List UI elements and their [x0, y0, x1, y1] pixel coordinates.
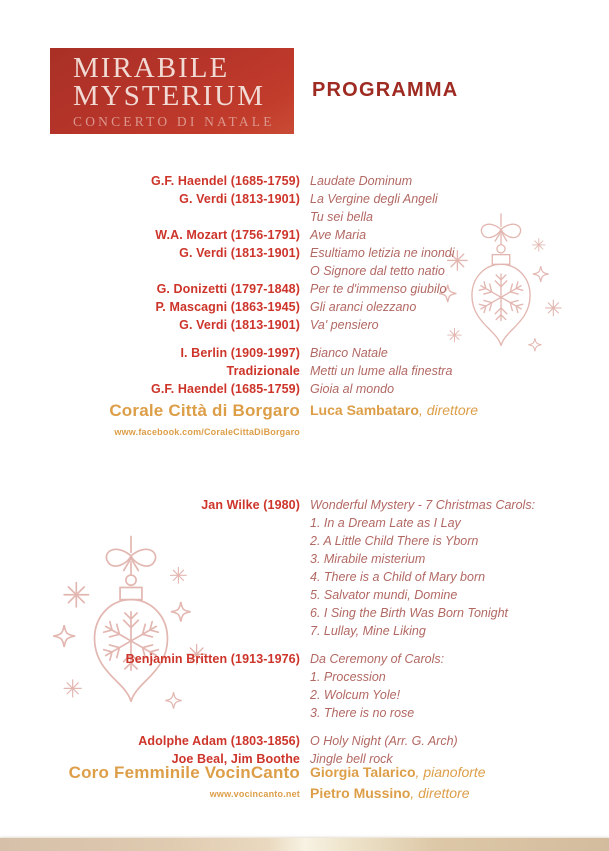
credit-person-role: , direttore	[418, 402, 479, 418]
composer-name: G.F. Haendel (1685-1759)	[151, 174, 300, 188]
composer-name: G. Verdi (1813-1901)	[179, 192, 300, 206]
page-bottom-edge	[0, 838, 609, 851]
composer-name: G.F. Haendel (1685-1759)	[151, 382, 300, 396]
piece-title: 1. In a Dream Late as I Lay	[310, 516, 461, 530]
composer-name	[0, 550, 300, 568]
program-row	[0, 190, 609, 208]
program-row	[0, 668, 609, 686]
page-title: PROGRAMMA	[312, 79, 459, 101]
composer-name: W.A. Mozart (1756-1791)	[155, 228, 300, 242]
program-row	[0, 622, 609, 640]
composer-name: G. Verdi (1813-1901)	[179, 246, 300, 260]
composer-name: Adolphe Adam (1803-1856)	[138, 734, 300, 748]
program-row	[0, 514, 609, 532]
ensemble-url: www.facebook.com/CoraleCittaDiBorgaro	[114, 427, 300, 437]
composer-name	[0, 514, 300, 532]
program-row	[0, 262, 609, 280]
piece-title: Jingle bell rock	[310, 752, 393, 766]
credit-person-role: , direttore	[410, 785, 470, 801]
program-row	[0, 604, 609, 622]
piece-title: 5. Salvator mundi, Domine	[310, 588, 458, 602]
piece-title: O Holy Night (Arr. G. Arch)	[310, 734, 458, 748]
program-row	[0, 208, 609, 226]
credit-line	[310, 783, 486, 804]
piece-title: Wonderful Mystery - 7 Christmas Carols:	[310, 498, 536, 512]
program-row	[0, 568, 609, 586]
piece-title: O Signore dal tetto natio	[310, 264, 445, 278]
credit-person-name: Luca Sambataro	[310, 402, 419, 418]
program-row	[0, 496, 609, 514]
piece-title: Ave Maria	[310, 228, 367, 242]
ensemble-url: www.vocincanto.net	[209, 789, 300, 799]
composer-name	[0, 668, 300, 686]
program-row	[0, 362, 609, 380]
composer-name: Jan Wilke (1980)	[201, 498, 300, 512]
piece-title: 4. There is a Child of Mary born	[310, 570, 486, 584]
piece-title: Gioia al mondo	[310, 382, 395, 396]
composer-name: P. Mascagni (1863-1945)	[155, 300, 300, 314]
composer-name	[0, 586, 300, 604]
program-row	[0, 380, 609, 398]
piece-title: La Vergine degli Angeli	[310, 192, 438, 206]
composer-name: I. Berlin (1909-1997)	[180, 346, 300, 360]
concert-title-line1: MIRABILE	[73, 52, 230, 84]
piece-title: 3. There is no rose	[310, 706, 415, 720]
ensemble-block-vocincanto	[0, 762, 609, 804]
credit-person-name: Pietro Mussino	[310, 785, 411, 801]
program-row	[0, 586, 609, 604]
program-row	[0, 550, 609, 568]
composer-name	[0, 532, 300, 550]
composer-name	[0, 208, 300, 226]
composer-name: Tradizionale	[226, 364, 300, 378]
program-row	[0, 316, 609, 334]
program-row	[0, 650, 609, 668]
piece-title: 6. I Sing the Birth Was Born Tonight	[310, 606, 509, 620]
program-row	[0, 298, 609, 316]
piece-title: Esultiamo letizia ne inondi	[310, 246, 455, 260]
program-row	[0, 732, 609, 750]
piece-title: Metti un lume alla finestra	[310, 364, 453, 378]
composer-name: G. Verdi (1813-1901)	[179, 318, 300, 332]
composer-name	[0, 568, 300, 586]
program-row	[0, 344, 609, 362]
composer-name: G. Donizetti (1797-1848)	[156, 282, 300, 296]
ensemble-name: Coro Femminile VocinCanto	[68, 763, 300, 782]
program-row	[0, 244, 609, 262]
piece-title: Tu sei bella	[310, 210, 373, 224]
credit-line	[310, 762, 486, 783]
concert-subtitle: CONCERTO DI NATALE	[73, 114, 275, 129]
composer-name	[0, 686, 300, 704]
program-row	[0, 704, 609, 722]
credit-line	[310, 400, 478, 421]
credit-person-role: , pianoforte	[415, 764, 486, 780]
composer-name	[0, 604, 300, 622]
program-row	[0, 532, 609, 550]
composer-name	[0, 622, 300, 640]
program-section-choir-2	[0, 496, 609, 768]
piece-title: 3. Mirabile misterium	[310, 552, 426, 566]
piece-title: Va' pensiero	[310, 318, 379, 332]
composer-name: Benjamin Britten (1913-1976)	[125, 652, 300, 666]
piece-title: Da Ceremony of Carols:	[310, 652, 445, 666]
composer-name	[0, 262, 300, 280]
concert-title-line2: MYSTERIUM	[73, 80, 266, 112]
ensemble-name: Corale Città di Borgaro	[109, 401, 300, 420]
composer-name	[0, 704, 300, 722]
program-row	[0, 172, 609, 190]
program-row	[0, 280, 609, 298]
piece-title: 1. Procession	[310, 670, 386, 684]
composer-name: Joe Beal, Jim Boothe	[171, 752, 300, 766]
piece-title: 2. A Little Child There is Yborn	[310, 534, 479, 548]
credit-person-name: Giorgia Talarico	[310, 764, 416, 780]
piece-title: 7. Lullay, Mine Liking	[310, 624, 426, 638]
piece-title: 2. Wolcum Yole!	[310, 688, 401, 702]
program-row	[0, 226, 609, 244]
program-row	[0, 686, 609, 704]
piece-title: Per te d'immenso giubilo	[310, 282, 447, 296]
title-banner	[50, 48, 294, 134]
piece-title: Laudate Dominum	[310, 174, 413, 188]
piece-title: Bianco Natale	[310, 346, 388, 360]
program-section-choir-1	[0, 172, 609, 398]
piece-title: Gli aranci olezzano	[310, 300, 417, 314]
ensemble-block-corale	[0, 400, 609, 442]
